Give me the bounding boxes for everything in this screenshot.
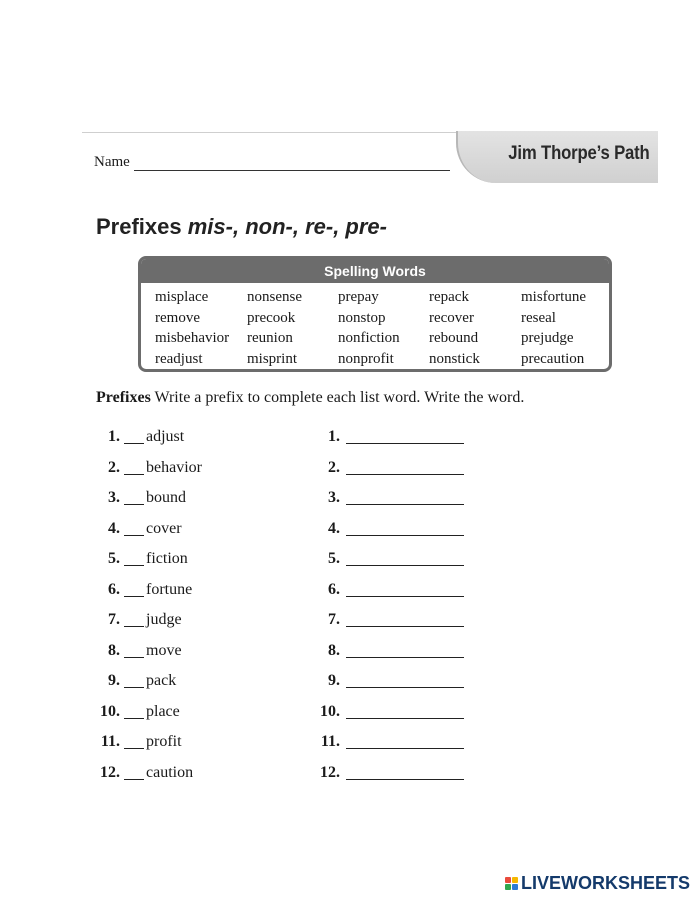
spelling-word: precaution bbox=[521, 350, 585, 367]
exercise-word: bound bbox=[146, 489, 186, 506]
exercise-number: 12. bbox=[100, 763, 120, 781]
exercise-number: 7. bbox=[108, 611, 120, 628]
spelling-word: misfortune bbox=[521, 289, 586, 305]
answer-number: 8. bbox=[328, 641, 340, 659]
spelling-word: readjust bbox=[155, 350, 203, 367]
liveworksheets-logo bbox=[505, 873, 690, 894]
spelling-word: misbehavior bbox=[155, 330, 230, 346]
exercise-word: fiction bbox=[146, 550, 188, 567]
exercise-list bbox=[96, 428, 496, 794]
exercise-number: 5. bbox=[108, 550, 120, 567]
prefix-blank[interactable] bbox=[124, 596, 144, 597]
lesson-title: Jim Thorpe’s Path bbox=[508, 143, 650, 164]
exercise-row bbox=[96, 703, 496, 734]
prefix-blank[interactable] bbox=[124, 443, 144, 444]
exercise-row bbox=[96, 642, 496, 673]
exercise-row bbox=[96, 611, 496, 642]
answer-line[interactable] bbox=[346, 596, 464, 597]
exercise-row bbox=[96, 581, 496, 612]
heading-prefixes-word: Prefixes bbox=[96, 214, 182, 239]
exercise-word: adjust bbox=[146, 428, 185, 445]
exercise-number: 11. bbox=[100, 733, 120, 750]
spelling-word: reseal bbox=[521, 309, 556, 326]
spelling-words-box bbox=[138, 256, 612, 372]
spelling-word: nonstop bbox=[338, 309, 386, 326]
exercise-row bbox=[96, 520, 496, 551]
exercise-number: 9. bbox=[108, 672, 120, 689]
prefix-blank[interactable] bbox=[124, 748, 144, 749]
prefix-blank[interactable] bbox=[124, 687, 144, 688]
answer-line[interactable] bbox=[346, 779, 464, 780]
logo-square bbox=[505, 877, 511, 883]
exercise-row bbox=[96, 672, 496, 703]
page-heading bbox=[96, 214, 387, 240]
exercise-number: 3. bbox=[108, 489, 120, 506]
spelling-word: reunion bbox=[247, 330, 293, 346]
exercise-word: cover bbox=[146, 519, 182, 537]
spelling-word: rebound bbox=[429, 330, 479, 346]
logo-square bbox=[512, 884, 518, 890]
liveworksheets-icon bbox=[505, 877, 518, 890]
spelling-word: precook bbox=[247, 309, 296, 326]
spelling-word: prepay bbox=[338, 289, 379, 305]
prefix-blank[interactable] bbox=[124, 474, 144, 475]
exercise-row bbox=[96, 733, 496, 764]
exercise-row bbox=[96, 489, 496, 520]
answer-number: 6. bbox=[328, 580, 340, 598]
exercise-number: 2. bbox=[108, 458, 120, 476]
spelling-word: prejudge bbox=[521, 330, 574, 346]
answer-number: 5. bbox=[328, 550, 340, 567]
exercise-word: caution bbox=[146, 763, 194, 781]
prefix-blank[interactable] bbox=[124, 535, 144, 536]
prefix-blank[interactable] bbox=[124, 565, 144, 566]
spelling-word: remove bbox=[155, 309, 200, 326]
prefix-blank[interactable] bbox=[124, 718, 144, 719]
exercise-word: pack bbox=[146, 672, 177, 689]
answer-number: 3. bbox=[328, 489, 340, 506]
spelling-word: recover bbox=[429, 309, 474, 326]
answer-number: 12. bbox=[320, 763, 340, 781]
answer-line[interactable] bbox=[346, 443, 464, 444]
heading-prefix-list: mis-, non-, re-, pre- bbox=[187, 214, 387, 239]
logo-square bbox=[512, 877, 518, 883]
exercise-number: 4. bbox=[108, 519, 120, 537]
answer-number: 1. bbox=[328, 428, 340, 445]
exercise-number: 8. bbox=[108, 641, 120, 659]
spelling-word: nonsense bbox=[247, 289, 302, 305]
exercise-word: judge bbox=[146, 611, 182, 628]
spelling-words-title: Spelling Words bbox=[141, 259, 609, 283]
footer-brand: LIVEWORKSHEETS bbox=[520, 873, 690, 893]
exercise-number: 10. bbox=[100, 702, 120, 720]
name-field-line[interactable] bbox=[134, 170, 450, 171]
directions-label: Prefixes bbox=[96, 389, 151, 406]
exercise-row bbox=[96, 428, 496, 459]
spelling-word: misplace bbox=[155, 289, 209, 305]
answer-line[interactable] bbox=[346, 748, 464, 749]
answer-line[interactable] bbox=[346, 504, 464, 505]
spelling-word: nonstick bbox=[429, 350, 480, 367]
exercise-word: behavior bbox=[146, 458, 202, 476]
name-label: Name bbox=[94, 154, 130, 170]
answer-line[interactable] bbox=[346, 718, 464, 719]
exercise-number: 6. bbox=[108, 580, 120, 598]
answer-line[interactable] bbox=[346, 565, 464, 566]
spelling-word: repack bbox=[429, 289, 469, 305]
answer-line[interactable] bbox=[346, 657, 464, 658]
answer-number: 2. bbox=[328, 458, 340, 476]
answer-number: 4. bbox=[328, 519, 340, 537]
prefix-blank[interactable] bbox=[124, 626, 144, 627]
answer-line[interactable] bbox=[346, 474, 464, 475]
answer-number: 9. bbox=[328, 672, 340, 689]
directions-text: Write a prefix to complete each list word. Write the word. bbox=[150, 389, 525, 406]
exercise-word: fortune bbox=[146, 580, 193, 598]
exercise-word: move bbox=[146, 641, 182, 659]
exercise-word: profit bbox=[146, 733, 182, 750]
exercise-number: 1. bbox=[108, 428, 120, 445]
logo-square bbox=[505, 884, 511, 890]
prefix-blank[interactable] bbox=[124, 779, 144, 780]
spelling-word: misprint bbox=[247, 350, 298, 367]
answer-number: 7. bbox=[328, 611, 340, 628]
answer-line[interactable] bbox=[346, 687, 464, 688]
exercise-row bbox=[96, 550, 496, 581]
answer-number: 10. bbox=[320, 702, 340, 720]
directions bbox=[96, 389, 524, 407]
exercise-word: place bbox=[146, 702, 180, 720]
exercise-row bbox=[96, 459, 496, 490]
spelling-words-grid bbox=[141, 283, 609, 369]
prefix-blank[interactable] bbox=[124, 504, 144, 505]
answer-line[interactable] bbox=[346, 535, 464, 536]
spelling-word: nonfiction bbox=[338, 330, 400, 346]
answer-line[interactable] bbox=[346, 626, 464, 627]
top-rule bbox=[82, 132, 460, 133]
spelling-word: nonprofit bbox=[338, 350, 394, 367]
exercise-row bbox=[96, 764, 496, 795]
lesson-tab bbox=[456, 131, 658, 183]
answer-number: 11. bbox=[320, 733, 340, 750]
prefix-blank[interactable] bbox=[124, 657, 144, 658]
